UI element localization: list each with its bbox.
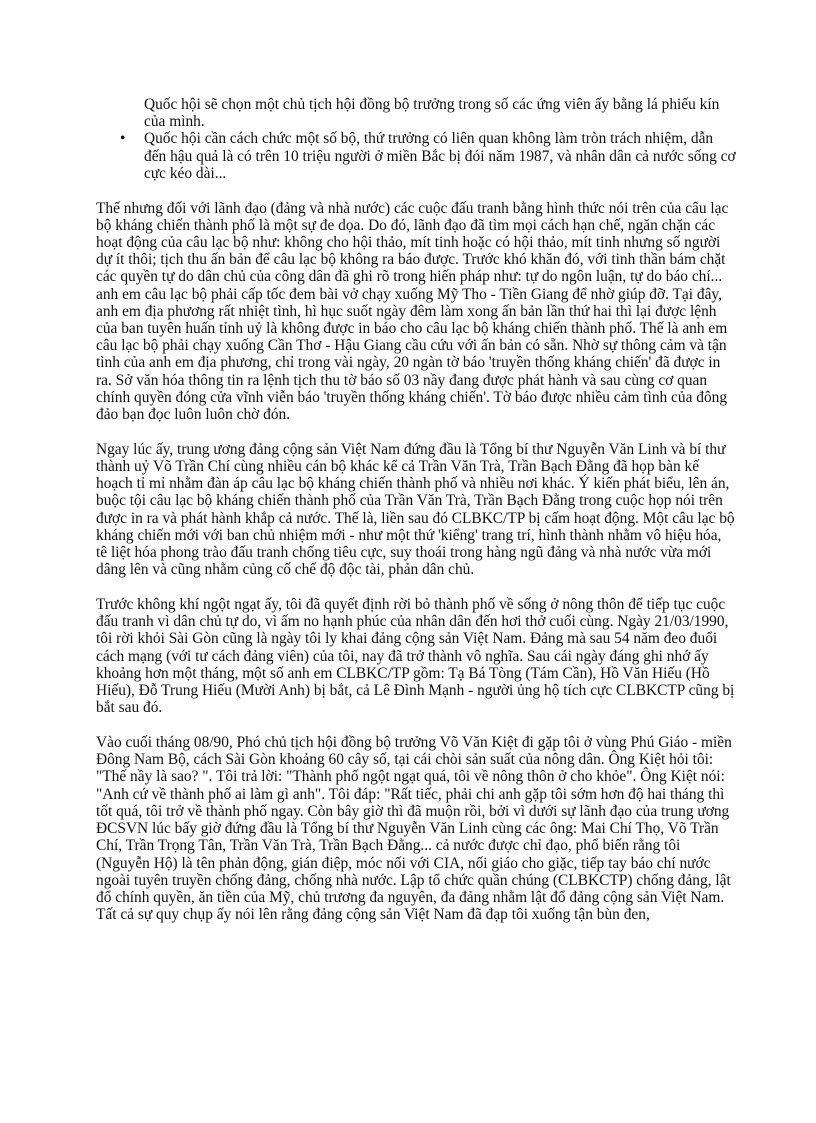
spacer [96,423,736,441]
document-page [96,96,736,923]
paragraph-2: Ngay lúc ấy, trung ương đảng cộng sản Việt Nam đứng đầu là Tổng bí thư Nguyễn Văn Linh và bí thư thành uỷ Võ Trần Chí cùng nhiều cán bộ khác kể cả Trần Văn Trà, Trần Bạch Đằng đã họp bàn kế hoạch tỉ mỉ nhằm đàn áp câu lạc bộ kháng chiến thành phố và nhiều nơi khác. Ý kiến phát biểu, lên án, buộc tội câu lạc bộ kháng chiến thành phố của Trần Văn Trà, Trần Bạch Đằng trong cuộc họp nói trên được in ra và phát hành khắp cả nước. Thế là, liền sau đó CLBKC/TP bị cấm hoạt động. Một câu lạc bộ kháng chiến mới với ban chủ nhiệm mới - như một thứ 'kiểng' trang trí, hình thành nhằm vô hiệu hóa, tê liệt hóa phong trào đấu tranh chống tiêu cực, suy thoái trong hàng ngũ đảng và nhà nước vừa mới dâng lên và cũng nhằm củng cố chế độ độc tài, phản dân chủ. [96,440,735,579]
list-item-text: Quốc hội cần cách chức một số bộ, thứ trưởng có liên quan không làm tròn trách nhiệm, dẫn đến hậu quả là có trên 10 triệu người ở miền Bắc bị đói năm 1987, và nhân dân cả nước sống cơ cực kéo dài... [144,130,736,182]
paragraph-1: Thế nhưng đối với lãnh đạo (đảng và nhà nước) các cuộc đấu tranh bằng hình thức nói trên của câu lạc bộ kháng chiến thành phố là một sự đe dọa. Do đó, lãnh đạo đã tìm mọi cách hạn chế, ngăn chặn các hoạt động của câu lạc bộ như: không cho hội thảo, mít tinh hoặc có hội thảo, mít tinh nhưng số người dự ít thôi; tịch thu ấn bản để câu lạc bộ không ra báo được. Trước khó khăn đó, với tinh thần bám chặt các quyền tự do dân chủ của công dân đã ghi rõ trong hiến pháp như: tự do ngôn luận, tự do báo chí... anh em câu lạc bộ phải cấp tốc đem bài vở chạy xuống Mỹ Tho - Tiền Giang để nhờ giúp đỡ. Tại đây, anh em địa phương rất nhiệt tình, hì hục suốt ngày đêm làm xong ấn bản lần thứ hai thì lại được lệnh của ban tuyên huấn tỉnh uỷ là không được in báo cho câu lạc bộ kháng chiến thành phố. Thế là anh em câu lạc bộ phải chạy xuống Cần Thơ - Hậu Giang cầu cứu với ấn bản có sẵn. Nhờ sự thông cảm và tận tình của anh em địa phương, chỉ trong vài ngày, 20 ngàn tờ báo 'truyền thống kháng chiến' đã được in ra. Sở văn hóa thông tin ra lệnh tịch thu tờ báo số 03 nầy đang được phát hành và sau cùng cơ quan chính quyền đóng cửa vĩnh viễn báo 'truyền thống kháng chiến'. Tờ báo được nhiều cảm tình của đông đảo bạn đọc luôn luôn chờ đón. [96,199,729,424]
list-item [120,130,736,182]
paragraph-3: Trước không khí ngột ngạt ấy, tôi đã quyết định rời bỏ thành phố về sống ở nông thôn để tiếp tục cuộc đấu tranh vì dân chủ tự do, vì ấm no hạnh phúc của nhân dân đến hơi thở cuối cùng. Ngày 21/03/1990, tôi rời khỏi Sài Gòn cũng là ngày tôi ly khai đảng cộng sản Việt Nam. Đảng mà sau 54 năm đeo đuổi cách mạng (với tư cách đảng viên) của tôi, nay đã trở thành vô nghĩa. Sau cái ngày đáng ghi nhớ ấy khoảng hơn một tháng, một số anh em CLBKC/TP gồm: Tạ Bá Tòng (Tám Cần), Hồ Văn Hiếu (Hồ Hiếu), Đỗ Trung Hiếu (Mười Anh) bị bắt, cả Lê Đình Mạnh - người ủng hộ tích cực CLBKCTP cũng bị bắt sau đó. [96,596,735,717]
paragraph-4: Vào cuối tháng 08/90, Phó chủ tịch hội đồng bộ trưởng Võ Văn Kiệt đi gặp tôi ở vùng Phú Giáo - miền Đông Nam Bộ, cách Sài Gòn khoảng 60 cây số, tại cái chòi sản suất của nông dân. Ông Kiệt hỏi tôi: "Thế nầy là sao? ". Tôi trả lời: "Thành phố ngột ngạt quá, tôi về nông thôn ở cho khỏe". Ông Kiệt nói: "Anh cứ về thành phố ai làm gì anh". Tôi đáp: "Rất tiếc, phải chi anh gặp tôi sớm hơn độ hai tháng thì tốt quá, tôi trở về thành phố ngay. Còn bây giờ thì đã muộn rồi, bởi vì dưới sự lãnh đạo của trung ương ĐCSVN lúc bấy giờ đứng đầu là Tổng bí thư Nguyễn Văn Linh cùng các ông: Mai Chí Thọ, Võ Trần Chí, Trần Trọng Tân, Trần Văn Trà, Trần Bạch Đằng... cả nước được chỉ đạo, phổ biến rằng tôi (Nguyễn Hộ) là tên phản động, gián điệp, móc nối với CIA, nối giáo cho giặc, tiếp tay báo chí nước ngoài tuyên truyền chống đảng, chống nhà nước. Lập tổ chức quần chúng (CLBKCTP) chống đảng, lật đổ chính quyền, ăn tiền của Mỹ, chủ trương đa nguyên, đa đảng nhằm lật đổ đảng cộng sản Việt Nam. Tất cả sự quy chụp ấy nói lên rằng đảng cộng sản Việt Nam đã đạp tôi xuống tận bùn đen, [96,734,732,924]
intro-continuation-text: Quốc hội sẽ chọn một chủ tịch hội đồng bộ trưởng trong số các ứng viên ấy bằng lá phiếu kín của mình. [144,96,720,131]
spacer [96,182,736,200]
spacer [96,578,736,596]
bullet-list [96,130,736,182]
spacer [96,716,736,734]
bullet-icon: • [120,130,126,148]
